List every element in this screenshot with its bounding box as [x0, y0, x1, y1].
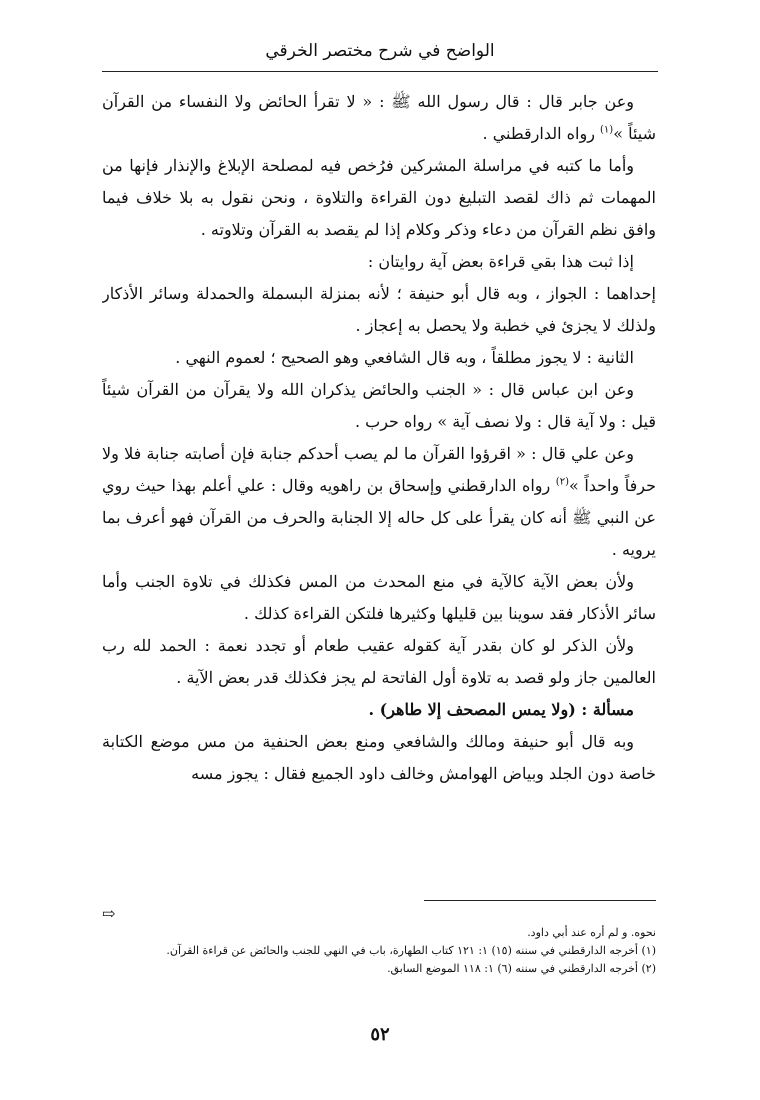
- continuation-arrow-icon: ⇨: [102, 904, 116, 923]
- paragraph-two-narrations: إذا ثبت هذا بقي قراءة بعض آية روايتان :: [367, 252, 634, 271]
- paragraph-text: وعن جابر قال : قال رسول الله ﷺ : « لا تقرأ الحائض ولا النفساء من القرآن شيئاً »: [102, 92, 656, 143]
- footnote-1: (١) أخرجه الدارقطني في سننه (١٥) ١: ١٢١ كتاب الطهارة، باب في النهي للجنب والحائض عن قراءة القرآن.: [166, 944, 656, 957]
- masala-heading: مسألة : (ولا يمس المصحف إلا طاهر) .: [368, 700, 634, 719]
- paragraph-tail: رواه الدارقطني .: [482, 124, 600, 143]
- paragraph-jabir-hadith: [102, 86, 656, 150]
- footnote-rule: [424, 900, 656, 901]
- paragraph-text: وعن علي قال : « اقرؤوا القرآن ما لم يصب أحدكم جنابة فإن أصابته جنابة فلا ولا حرفاً واحداً »: [102, 444, 656, 495]
- footnotes: [102, 924, 656, 978]
- body-text: [102, 86, 656, 890]
- paragraph-ibn-abbas: وعن ابن عباس قال : « الجنب والحائض يذكران الله ولا يقرآن من القرآن شيئاً قيل : ولا آية قال : ولا نصف آية » رواه حرب .: [102, 380, 656, 431]
- paragraph-dhikr: ولأن الذكر لو كان بقدر آية كقوله عقيب طعام أو تجدد نعمة : الحمد لله رب العالمين جاز ولو قصد به تلاوة أول الفاتحة لم يجز فكذلك قدر بعض الآية .: [102, 636, 656, 687]
- running-header: الواضح في شرح مختصر الخرقي: [265, 41, 495, 61]
- paragraph-second-narration: الثانية : لا يجوز مطلقاً ، وبه قال الشافعي وهو الصحيح ؛ لعموم النهي .: [175, 348, 634, 367]
- footnote-continuation: نحوه. و لم أره عند أبي داود.: [527, 926, 656, 939]
- paragraph-tail: رواه الدارقطني وإسحاق بن راهويه وقال : علي أعلم بهذا حيث روي عن النبي ﷺ أنه كان يقرأ على كل حاله إلا الجنابة والحرف من القرآن فهو أعرف بما يرويه .: [102, 476, 656, 559]
- footnote-ref-1: (١): [600, 124, 614, 136]
- footnote-2: (٢) أخرجه الدارقطني في سننه (٦) ١: ١١٨ الموضع السابق.: [387, 962, 656, 975]
- header-rule: [102, 71, 658, 72]
- paragraph-first-narration: إحداهما : الجواز ، وبه قال أبو حنيفة ؛ لأنه بمنزلة البسملة والحمدلة وسائر الأذكار ولذلك لا يجزئ في خطبة ولا يحصل به إعجاز .: [102, 284, 656, 335]
- page-number: ٥٢: [370, 1024, 390, 1045]
- paragraph-ali-hadith: [102, 438, 656, 566]
- paragraph-correspondence: وأما ما كتبه في مراسلة المشركين فرُخص فيه لمصلحة الإبلاغ والإنذار فإنها من المهمات ثم ذاك لقصد التبليغ دون القراءة والتلاوة ، ونحن نقول به بلا خلاف فيما وافق نظم القرآن من دعاء وذكر وكلام إذا لم يقصد به القرآن وتلاوته .: [102, 156, 656, 239]
- paragraph-part-of-verse: ولأن بعض الآية كالآية في منع المحدث من المس فكذلك في تلاوة الجنب وأما سائر الأذكار فقد سوينا بين قليلها وكثيرها فلتكن القراءة كذلك .: [102, 572, 656, 623]
- footnote-ref-2: (٢): [555, 476, 569, 488]
- paragraph-touching-mushaf: وبه قال أبو حنيفة ومالك والشافعي ومنع بعض الحنفية من مس موضع الكتابة خاصة دون الجلد وبياض الهوامش وخالف داود الجميع فقال : يجوز مسه: [102, 732, 656, 783]
